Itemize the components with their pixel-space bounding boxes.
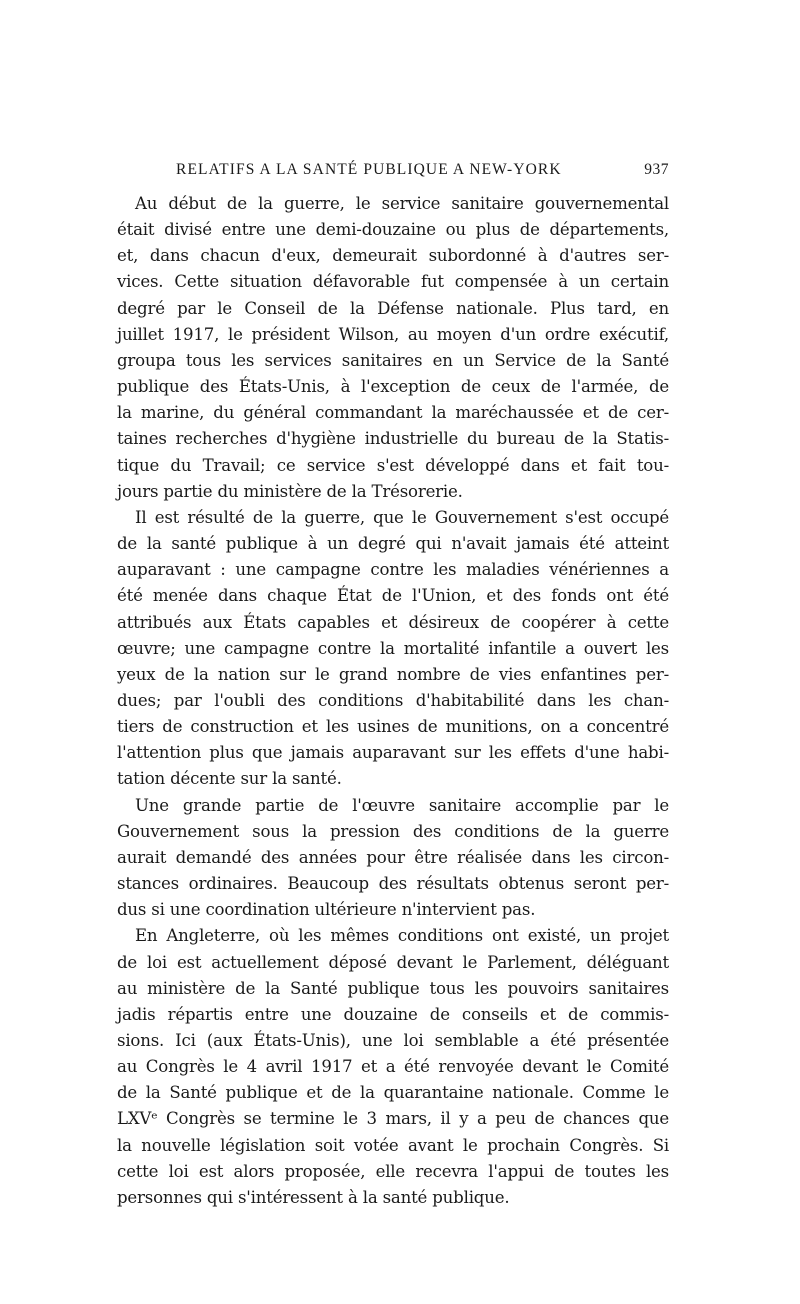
text-line: personnes qui s'intéressent à la santé publique. [117,1187,510,1207]
text-line: de la santé publique à un degré qui n'avait jamais été atteint [117,534,669,554]
text-line: degré par le Conseil de la Défense nationale. Plus tard, en [117,298,669,318]
text-line: œuvre; une campagne contre la mortalité infantile a ouvert les [117,638,669,658]
text-line: de loi est actuellement déposé devant le Parlement, déléguant [117,952,669,972]
text-line: vices. Cette situation défavorable fut compensée à un certain [117,272,669,292]
text-line: tique du Travail; ce service s'est développé dans et fait tou- [117,455,669,475]
text-line: était divisé entre une demi-douzaine ou plus de départements, [117,220,669,240]
text-line: publique des États-Unis, à l'exception de ceux de l'armée, de [117,377,669,397]
text-line: sions. Ici (aux États-Unis), une loi semblable a été présentée [117,1031,669,1050]
text-line: stances ordinaires. Beaucoup des résultats obtenus seront per- [117,874,669,894]
running-head [117,158,669,182]
text-line: Au début de la guerre, le service sanitaire gouvernemental [135,194,669,213]
body-text [117,191,669,1211]
text-line: été menée dans chaque État de l'Union, et des fonds ont été [117,586,669,606]
text-line: groupa tous les services sanitaires en un Service de la Santé [117,350,669,370]
paragraph-1 [117,191,669,505]
text-line: aurait demandé des années pour être réalisée dans les circon- [117,847,669,867]
text-line: au ministère de la Santé publique tous les pouvoirs sanitaires [117,978,669,998]
text-line: yeux de la nation sur le grand nombre de vies enfantines per- [117,664,669,684]
text-line: dus si une coordination ultérieure n'intervient pas. [117,900,536,920]
paragraph-3 [117,793,669,924]
text-line: juillet 1917, le président Wilson, au moyen d'un ordre exécutif, [117,324,669,344]
text-line: au Congrès le 4 avril 1917 et a été renvoyée devant le Comité [117,1057,669,1077]
text-line: attribués aux États capables et désireux de coopérer à cette [117,612,669,632]
text-line: tiers de construction et les usines de munitions, on a concentré [117,717,669,737]
text-line: taines recherches d'hygiène industrielle du bureau de la Statis- [117,429,669,449]
paragraph-2 [117,505,669,793]
paragraph-4 [117,923,669,1211]
text-line: En Angleterre, où les mêmes conditions ont existé, un projet [135,926,669,946]
text-line: la marine, du général commandant la maréchaussée et de cer- [117,403,669,423]
text-line: de la Santé publique et de la quarantaine nationale. Comme le [117,1083,669,1103]
text-line: Gouvernement sous la pression des conditions de la guerre [117,821,669,841]
text-line: LXVᵉ Congrès se termine le 3 mars, il y a peu de chances que [117,1109,669,1129]
text-line: jadis répartis entre une douzaine de conseils et de commis- [117,1004,669,1024]
running-head-title: RELATIFS A LA SANTÉ PUBLIQUE A NEW-YORK [176,161,562,178]
text-line: l'attention plus que jamais auparavant sur les effets d'une habi- [117,743,669,763]
page-number: 937 [644,161,669,178]
text-line: Il est résulté de la guerre, que le Gouvernement s'est occupé [135,507,669,527]
text-line: cette loi est alors proposée, elle recevra l'appui de toutes les [117,1161,669,1181]
text-line: Une grande partie de l'œuvre sanitaire accomplie par le [135,795,669,815]
text-line: la nouvelle législation soit votée avant le prochain Congrès. Si [117,1135,669,1155]
text-line: et, dans chacun d'eux, demeurait subordonné à d'autres ser- [117,246,669,266]
text-line: jours partie du ministère de la Trésorerie. [117,481,463,501]
text-line: dues; par l'oubli des conditions d'habitabilité dans les chan- [117,690,669,710]
text-line: tation décente sur la santé. [117,769,342,789]
text-line: auparavant : une campagne contre les maladies vénériennes a [117,560,669,580]
